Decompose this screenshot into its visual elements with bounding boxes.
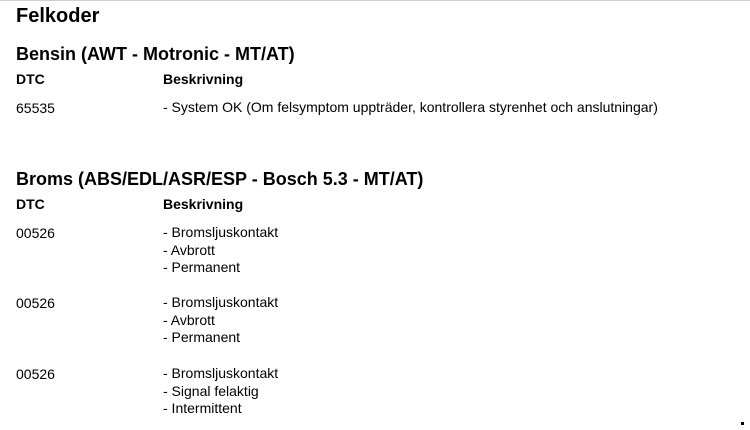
dtc-code: 00526 [16,366,55,382]
description-line: - System OK (Om felsymptom uppträder, kontrollera styrenhet och anslutningar) [163,99,658,115]
column-header-description: Beskrivning [163,196,244,212]
dtc-code: 65535 [16,100,55,116]
description-line: - Bromsljuskontakt [163,224,279,240]
page-title: Felkoder [16,5,100,27]
dtc-code: 00526 [16,295,55,311]
column-header-dtc: DTC [16,196,45,212]
dtc-description [163,224,278,277]
column-header-description: Beskrivning [163,71,244,87]
column-header-dtc: DTC [16,71,45,87]
description-line: - Signal felaktig [163,382,259,399]
top-divider [0,0,750,1]
section-title-broms: Broms (ABS/EDL/ASR/ESP - Bosch 5.3 - MT/AT) [16,169,424,189]
dtc-description [163,365,278,418]
description-line: - Permanent [163,329,241,345]
description-line: - Avbrott [163,241,215,258]
dtc-description [163,294,278,347]
description-line: - Bromsljuskontakt [163,365,279,381]
page-marker-dot [741,422,744,425]
dtc-description [163,99,658,117]
description-line: - Permanent [163,259,241,275]
description-line: - Avbrott [163,311,215,328]
dtc-code: 00526 [16,225,55,241]
description-line: - Bromsljuskontakt [163,294,279,310]
section-title-bensin: Bensin (AWT - Motronic - MT/AT) [16,44,295,64]
description-line: - Intermittent [163,400,242,416]
